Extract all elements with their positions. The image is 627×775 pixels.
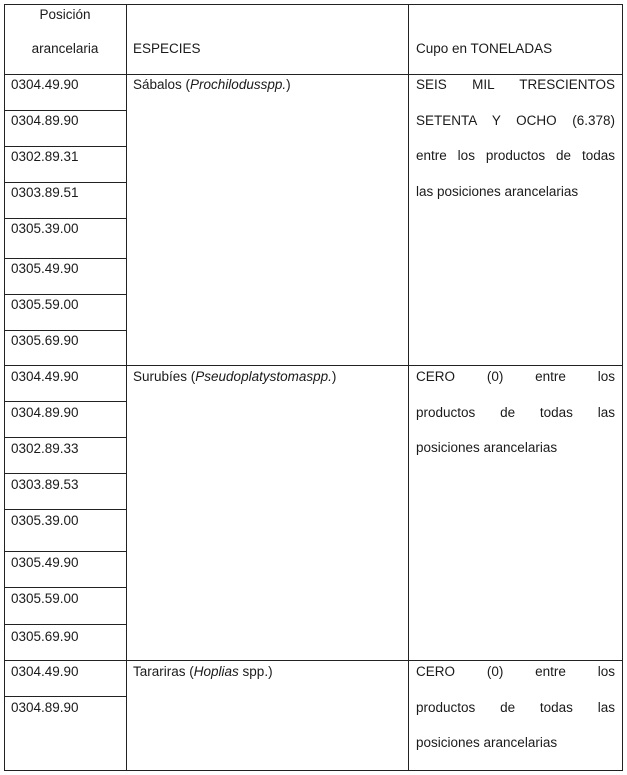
row-divider <box>4 146 127 147</box>
row-divider <box>4 401 127 402</box>
tariff-code: 0304.89.90 <box>11 700 79 715</box>
tariff-code: 0302.89.31 <box>11 149 79 164</box>
species-name <box>133 663 273 681</box>
species-latin-name: Pseudoplatystomaspp. <box>195 369 332 384</box>
row-divider <box>4 218 127 219</box>
header-quota: Cupo en TONELADAS <box>416 41 553 56</box>
species-common-name: Surubíes ( <box>133 369 196 384</box>
tariff-code: 0305.49.90 <box>11 261 79 276</box>
column-divider-1 <box>126 4 127 771</box>
quota-line: productos de todas las <box>416 404 615 420</box>
tariff-code: 0305.59.00 <box>11 591 79 606</box>
tariff-code: 0304.49.90 <box>11 369 79 384</box>
row-divider <box>4 258 127 259</box>
tariff-code: 0305.49.90 <box>11 555 79 570</box>
tariff-code: 0305.69.90 <box>11 629 79 644</box>
tariff-code: 0305.39.00 <box>11 221 79 236</box>
quota-line: productos de todas las <box>416 699 615 715</box>
quota-line: posiciones arancelarias <box>416 440 558 455</box>
quota-line: SEIS MIL TRESCIENTOS <box>416 77 615 92</box>
row-divider <box>4 587 127 588</box>
row-divider <box>4 624 127 625</box>
quota-line: entre los productos de todas <box>416 148 615 163</box>
quota-text <box>416 654 615 761</box>
tariff-code: 0304.49.90 <box>11 664 79 679</box>
species-name <box>133 368 336 386</box>
tariff-quota-table <box>4 4 623 771</box>
tariff-code: 0305.69.90 <box>11 333 79 348</box>
table-border-top <box>4 4 623 5</box>
tariff-code: 0304.49.90 <box>11 77 79 92</box>
species-latin-name: Prochilodusspp. <box>190 77 287 92</box>
quota-line: posiciones arancelarias <box>416 735 558 750</box>
header-position-line1: Posición <box>39 7 91 22</box>
header-species: ESPECIES <box>133 41 201 56</box>
row-divider <box>4 696 127 697</box>
tariff-code: 0303.89.51 <box>11 185 79 200</box>
table-border-right <box>622 4 623 771</box>
table-border-bottom <box>4 770 623 771</box>
species-common-name: Sábalos ( <box>133 77 191 92</box>
row-divider <box>4 551 127 552</box>
row-divider <box>4 509 127 510</box>
tariff-code: 0303.89.53 <box>11 477 79 492</box>
quota-text <box>416 67 615 209</box>
tariff-code: 0304.89.90 <box>11 405 79 420</box>
quota-line: CERO (0) entre los <box>416 664 615 679</box>
tariff-code: 0305.59.00 <box>11 297 79 312</box>
table-border-left <box>4 4 5 771</box>
species-latin-name: Hoplias <box>193 664 239 679</box>
species-name <box>133 76 291 94</box>
row-divider <box>4 182 127 183</box>
quota-line: las posiciones arancelarias <box>416 183 579 199</box>
quota-line: SETENTA Y OCHO (6.378) <box>416 112 615 128</box>
quota-text <box>416 359 615 466</box>
row-divider <box>4 473 127 474</box>
row-divider <box>4 294 127 295</box>
row-divider <box>4 437 127 438</box>
species-suffix: spp.) <box>238 664 273 679</box>
row-divider <box>4 330 127 331</box>
species-suffix: ) <box>286 77 291 92</box>
species-suffix: ) <box>331 369 337 384</box>
column-divider-2 <box>408 4 409 771</box>
header-position-line2: arancelaria <box>31 41 99 56</box>
species-common-name: Tarariras ( <box>133 664 194 679</box>
tariff-code: 0305.39.00 <box>11 513 79 528</box>
quota-line: CERO (0) entre los <box>416 369 615 384</box>
tariff-code: 0302.89.33 <box>11 441 79 456</box>
tariff-code: 0304.89.90 <box>11 113 79 128</box>
row-divider <box>4 110 127 111</box>
